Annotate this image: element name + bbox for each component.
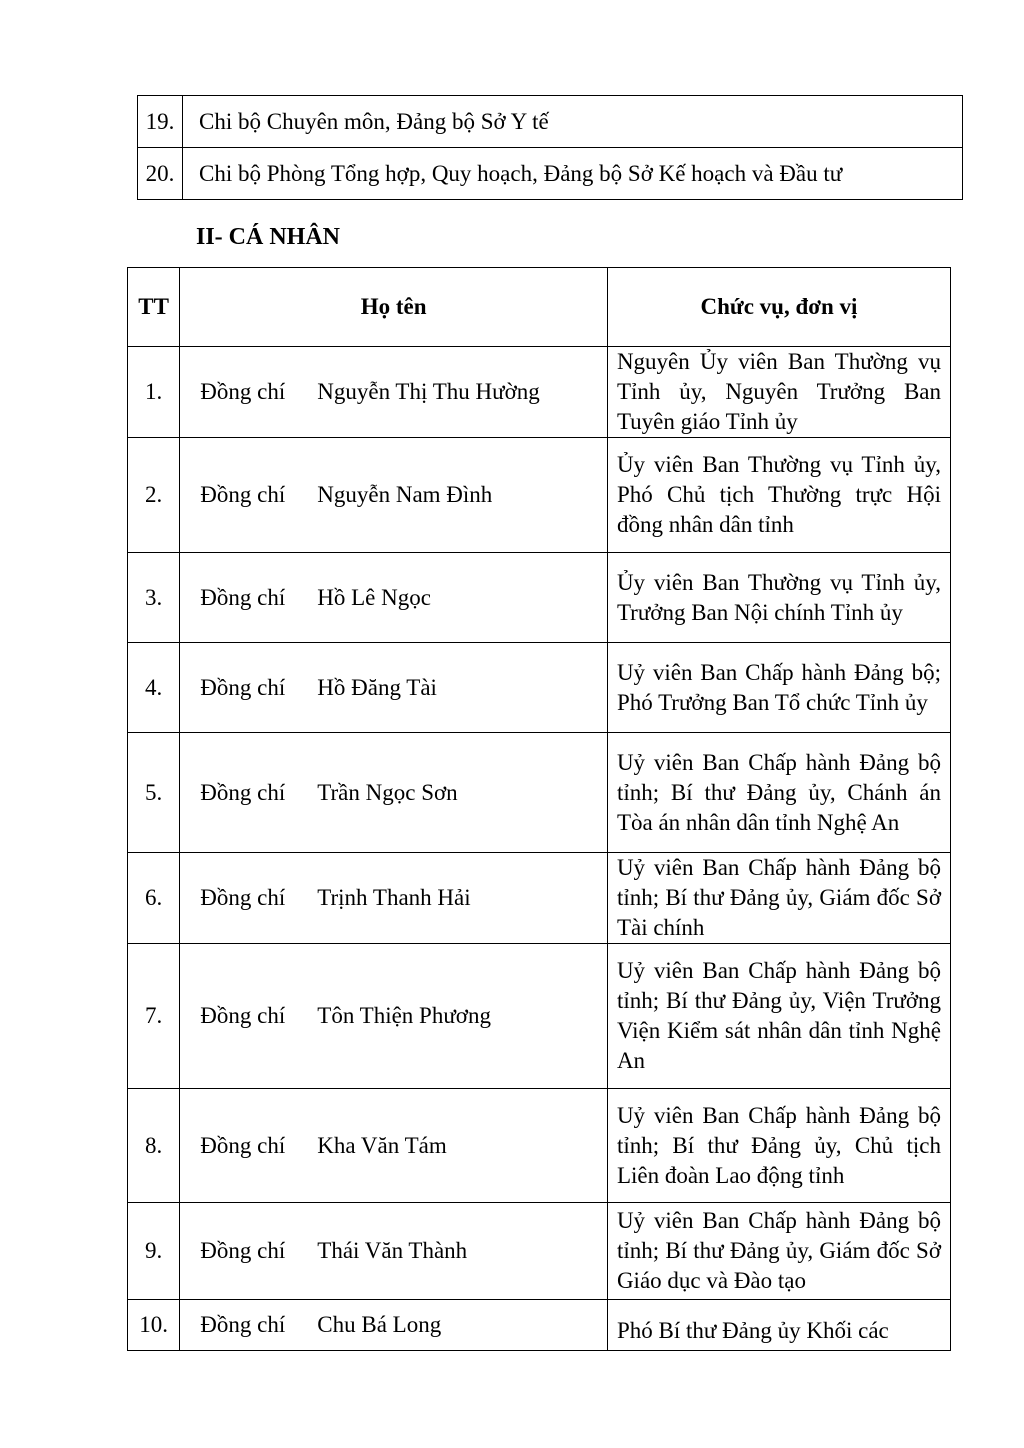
organizations-table: [137, 95, 963, 200]
honorific: Đồng chí: [200, 584, 286, 610]
honorific: Đồng chí: [200, 1238, 286, 1263]
person-name: Trịnh Thanh Hải: [317, 885, 471, 910]
role-cell: Uỷ viên Ban Chấp hành Đảng bộ tỉnh; Bí thư Đảng ủy, Chánh án Tòa án nhân dân tỉnh Nghệ An: [607, 733, 950, 853]
table-row: [128, 553, 951, 643]
header-tt: TT: [128, 268, 180, 347]
person-cell: [180, 438, 608, 553]
table-row: [128, 733, 951, 853]
table-header-row: [128, 268, 951, 347]
org-name: Chi bộ Phòng Tổng hợp, Quy hoạch, Đảng bộ Sở Kế hoạch và Đầu tư: [183, 148, 963, 200]
honorific: Đồng chí: [200, 674, 286, 700]
honorific: Đồng chí: [200, 1003, 286, 1028]
table-row: [128, 853, 951, 944]
header-name: Họ tên: [180, 268, 608, 347]
person-cell: [180, 853, 608, 944]
row-number: 4.: [128, 643, 180, 733]
role-cell: Uỷ viên Ban Chấp hành Đảng bộ tỉnh; Bí thư Đảng ủy, Giám đốc Sở Tài chính: [607, 853, 950, 944]
table-row: [138, 148, 963, 200]
honorific: Đồng chí: [200, 482, 286, 507]
person-name: Nguyễn Thị Thu Hường: [317, 379, 540, 404]
person-name: Thái Văn Thành: [317, 1238, 468, 1263]
row-number: 7.: [128, 944, 180, 1089]
person-name: Chu Bá Long: [317, 1312, 442, 1337]
row-number: 3.: [128, 553, 180, 643]
row-number: 1.: [128, 347, 180, 438]
person-cell: [180, 1203, 608, 1300]
row-number: 6.: [128, 853, 180, 944]
person-cell: [180, 733, 608, 853]
row-number: 9.: [128, 1203, 180, 1300]
table-row: [128, 944, 951, 1089]
person-cell: [180, 643, 608, 733]
role-cell: Uỷ viên Ban Chấp hành Đảng bộ tỉnh; Bí thư Đảng ủy, Viện Trưởng Viện Kiểm sát nhân dân tỉnh Nghệ An: [607, 944, 950, 1089]
honorific: Đồng chí: [200, 379, 286, 404]
honorific: Đồng chí: [200, 779, 286, 805]
row-number: 2.: [128, 438, 180, 553]
person-cell: [180, 944, 608, 1089]
person-name: Hồ Lê Ngọc: [317, 584, 431, 610]
role-cell: Uỷ viên Ban Chấp hành Đảng bộ; Phó Trưởng Ban Tổ chức Tỉnh ủy: [607, 643, 950, 733]
person-cell: [180, 1300, 608, 1351]
table-row: [128, 347, 951, 438]
person-cell: [180, 553, 608, 643]
row-number: 8.: [128, 1089, 180, 1203]
table-row: [138, 96, 963, 148]
person-name: Kha Văn Tám: [317, 1132, 447, 1158]
role-cell: Phó Bí thư Đảng ủy Khối các: [607, 1300, 950, 1351]
header-role: Chức vụ, đơn vị: [607, 268, 950, 347]
table-row: [128, 438, 951, 553]
table-row: [128, 1203, 951, 1300]
role-cell: Uỷ viên Ban Chấp hành Đảng bộ tỉnh; Bí thư Đảng ủy, Chủ tịch Liên đoàn Lao động tỉnh: [607, 1089, 950, 1203]
role-cell: Ủy viên Ban Thường vụ Tỉnh ủy, Phó Chủ tịch Thường trực Hội đồng nhân dân tỉnh: [607, 438, 950, 553]
honorific: Đồng chí: [200, 1312, 286, 1337]
individuals-table: [127, 267, 951, 1351]
role-cell: Uỷ viên Ban Chấp hành Đảng bộ tỉnh; Bí thư Đảng ủy, Giám đốc Sở Giáo dục và Đào tạo: [607, 1203, 950, 1300]
org-number: 20.: [138, 148, 183, 200]
role-cell: Nguyên Ủy viên Ban Thường vụ Tỉnh ủy, Nguyên Trưởng Ban Tuyên giáo Tỉnh ủy: [607, 347, 950, 438]
honorific: Đồng chí: [200, 885, 286, 910]
org-name: Chi bộ Chuyên môn, Đảng bộ Sở Y tế: [183, 96, 963, 148]
person-cell: [180, 347, 608, 438]
row-number: 5.: [128, 733, 180, 853]
person-name: Nguyễn Nam Đình: [317, 482, 493, 507]
table-row: [128, 1089, 951, 1203]
org-number: 19.: [138, 96, 183, 148]
row-number: 10.: [128, 1300, 180, 1351]
person-cell: [180, 1089, 608, 1203]
person-name: Tôn Thiện Phương: [317, 1003, 491, 1028]
role-cell: Ủy viên Ban Thường vụ Tỉnh ủy, Trưởng Ban Nội chính Tỉnh ủy: [607, 553, 950, 643]
section-title: II- CÁ NHÂN: [196, 224, 340, 250]
person-name: Trần Ngọc Sơn: [317, 779, 458, 805]
person-name: Hồ Đăng Tài: [317, 674, 437, 700]
table-row: [128, 643, 951, 733]
table-row: [128, 1300, 951, 1351]
honorific: Đồng chí: [200, 1132, 286, 1158]
